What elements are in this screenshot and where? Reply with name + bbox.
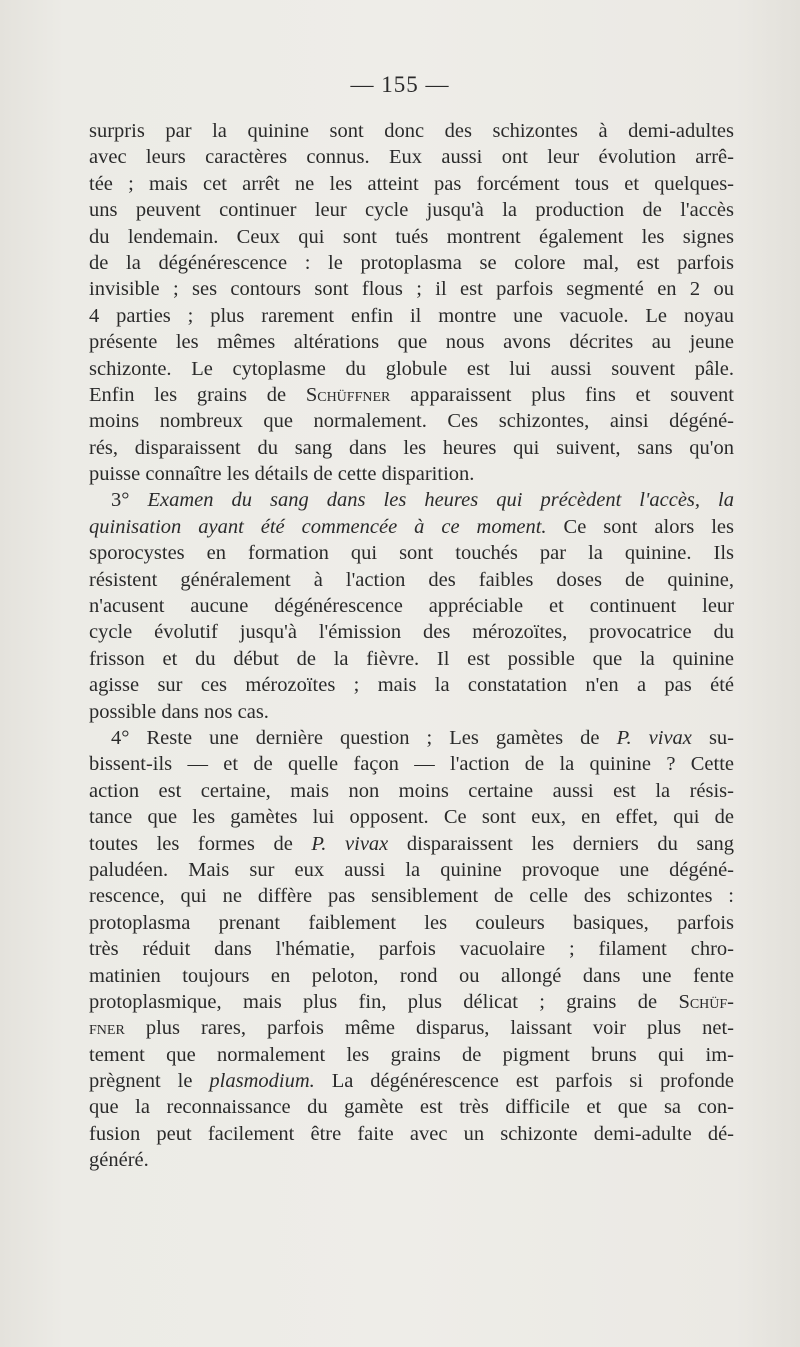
text-run: Enfin les grains de	[89, 383, 287, 406]
text-run: apparaissent plus fins et souvent	[410, 383, 735, 406]
text-run: disparaissent les derniers du sang	[406, 832, 735, 855]
text-line: n'acusent aucune dégénérescence appréciable et continuent leur	[89, 595, 734, 618]
text-line: du lendemain. Ceux qui sont tués montrent également les signes	[89, 225, 734, 248]
text-line	[89, 487, 734, 513]
author-name: fner	[89, 1017, 125, 1040]
text-line: uns peuvent continuer leur cycle jusqu'à la production de l'accès	[89, 199, 734, 222]
text-line: 4 parties ; plus rarement enfin il montre une vacuole. Le noyau	[89, 304, 734, 327]
text-line: généré.	[89, 1149, 149, 1172]
text-line: de la dégénérescence : le protoplasma se colore mal, est parfois	[89, 251, 734, 274]
text-line: paludéen. Mais sur eux aussi la quinine provoque une dégéné-	[89, 858, 734, 881]
text-run: plus rares, parfois même disparus, laissant voir plus net-	[145, 1017, 735, 1040]
text-line: tement que normalement les grains de pigment bruns qui im-	[89, 1043, 734, 1066]
text-line: puisse connaître les détails de cette disparition.	[89, 463, 475, 486]
text-line	[89, 989, 734, 1015]
text-line: schizonte. Le cytoplasme du globule est lui aussi souvent pâle.	[89, 357, 734, 380]
text-run: toutes les formes de	[89, 832, 293, 855]
author-name: Schüf-	[678, 990, 735, 1013]
text-line	[89, 514, 734, 540]
text-line	[89, 831, 734, 857]
text-line: tée ; mais cet arrêt ne les atteint pas forcément tous et quelques-	[89, 172, 734, 195]
text-line: matinien toujours en peloton, rond ou allongé dans une fente	[89, 964, 734, 987]
text-line: fusion peut facilement être faite avec un schizonte demi-adulte dé-	[89, 1122, 734, 1145]
text-line: tance que les gamètes lui opposent. Ce sont eux, en effet, qui de	[89, 806, 734, 829]
species-name: P. vivax	[616, 726, 692, 749]
text-line: possible dans nos cas.	[89, 700, 269, 723]
section-heading: quinisation ayant été commencée à ce moment.	[89, 515, 547, 538]
text-line: que la reconnaissance du gamète est très difficile et que sa con-	[89, 1096, 734, 1119]
text-line: protoplasma prenant faiblement les couleurs basiques, parfois	[89, 911, 734, 934]
term-italic: plasmodium.	[209, 1070, 315, 1093]
text-run: 4° Reste une dernière question ; Les gamètes de	[111, 726, 600, 749]
text-line	[89, 382, 734, 408]
text-line: rés, disparaissent du sang dans les heures qui suivent, sans qu'on	[89, 436, 734, 459]
text-run: Ce sont alors les	[563, 515, 734, 538]
text-line	[89, 1068, 734, 1094]
page-number: — 155 —	[350, 72, 450, 97]
body-text	[89, 118, 734, 1174]
text-line: bissent-ils — et de quelle façon — l'action de la quinine ? Cette	[89, 753, 734, 776]
text-line: cycle évolutif jusqu'à l'émission des mérozoïtes, provocatrice du	[89, 621, 734, 644]
text-run: La dégénérescence est parfois si profonde	[331, 1070, 735, 1093]
text-line: sporocystes en formation qui sont touchés par la quinine. Ils	[89, 542, 734, 565]
text-line: moins nombreux que normalement. Ces schizontes, ainsi dégéné-	[89, 410, 734, 433]
text-line: résistent généralement à l'action des faibles doses de quinine,	[89, 568, 734, 591]
text-line: avec leurs caractères connus. Eux aussi ont leur évolution arrê-	[89, 146, 734, 169]
text-line: présente les mêmes altérations que nous avons décrites au jeune	[89, 331, 734, 354]
text-line: action est certaine, mais non moins certaine aussi est la résis-	[89, 779, 734, 802]
text-run: su-	[708, 726, 735, 749]
text-run: protoplasmique, mais plus fin, plus délicat ; grains de	[89, 990, 658, 1013]
text-line: invisible ; ses contours sont flous ; il est parfois segmenté en 2 ou	[89, 278, 734, 301]
text-line: agisse sur ces mérozoïtes ; mais la constatation n'en a pas été	[89, 674, 734, 697]
author-name: Schüffner	[305, 383, 391, 406]
text-line: surpris par la quinine sont donc des schizontes à demi-adultes	[89, 120, 734, 142]
text-line: frisson et du début de la fièvre. Il est possible que la quinine	[89, 647, 734, 670]
text-line: rescence, qui ne diffère pas sensiblement de celle des schizontes :	[89, 885, 734, 908]
text-line: très réduit dans l'hématie, parfois vacuolaire ; filament chro-	[89, 938, 734, 961]
species-name: P. vivax	[311, 832, 389, 855]
text-run: prègnent le	[89, 1070, 193, 1093]
text-line	[89, 725, 734, 751]
section-number: 3°	[111, 489, 130, 512]
section-heading: Examen du sang dans les heures qui précèdent l'accès, la	[147, 489, 735, 512]
text-line	[89, 1015, 734, 1041]
